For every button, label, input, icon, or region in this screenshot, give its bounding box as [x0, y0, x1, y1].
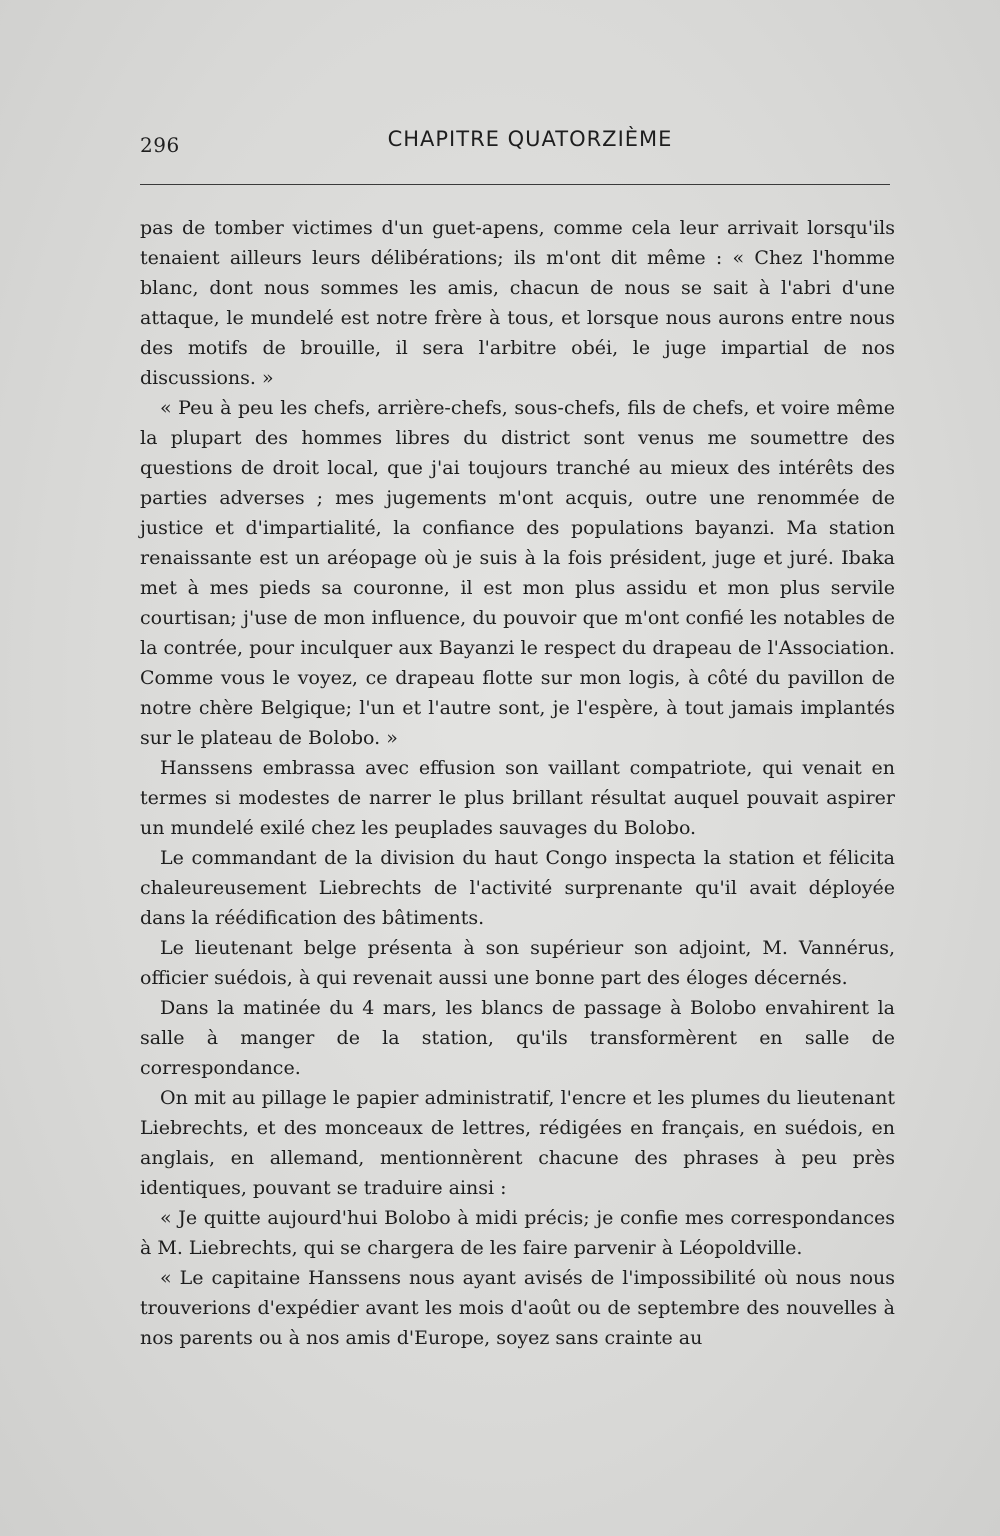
- paragraph: Le lieutenant belge présenta à son supérieur son adjoint, M. Vannérus, officier suédois, à qui revenait aussi une bonne part des éloges décernés.: [140, 937, 895, 989]
- paragraph: Dans la matinée du 4 mars, les blancs de passage à Bolobo envahirent la salle à manger de la station, qu'ils transformèrent en salle de correspondance.: [140, 997, 895, 1079]
- paragraph: Le commandant de la division du haut Congo inspecta la station et félicita chaleureusement Liebrechts de l'activité surprenante qu'il avait déployée dans la réédification des bâtiments.: [140, 847, 895, 929]
- header-rule: [140, 184, 890, 185]
- paragraph: « Le capitaine Hanssens nous ayant avisés de l'impossibilité où nous nous trouverions d'expédier avant les mois d'août ou de septembre des nouvelles à nos parents ou à nos amis d'Europe, soyez sans crainte au: [140, 1267, 895, 1349]
- paragraph-continued: pas de tomber victimes d'un guet-apens, comme cela leur arrivait lorsqu'ils tenaient ailleurs leurs délibérations; ils m'ont dit même : « Chez l'homme blanc, dont nous sommes les amis, chacun de nous se sait à l'abri d'une attaque, le mundelé est notre frère à tous, et lorsque nous aurons entre nous des motifs de brouille, il sera l'arbitre obéi, le juge impartial de nos discussions. »: [140, 217, 895, 389]
- page-number: 296: [140, 133, 180, 157]
- page-header: [140, 127, 890, 161]
- paragraph: « Je quitte aujourd'hui Bolobo à midi précis; je confie mes correspondances à M. Liebrechts, qui se chargera de les faire parvenir à Léopoldville.: [140, 1207, 895, 1259]
- paragraph: « Peu à peu les chefs, arrière-chefs, sous-chefs, fils de chefs, et voire même la plupart des hommes libres du district sont venus me soumettre des questions de droit local, que j'ai toujours tranché au mieux des intérêts des parties adverses ; mes jugements m'ont acquis, outre une renommée de justice et d'impartialité, la confiance des populations bayanzi. Ma station renaissante est un aréopage où je suis à la fois président, juge et juré. Ibaka met à mes pieds sa couronne, il est mon plus assidu et mon plus servile courtisan; j'use de mon influence, du pouvoir que m'ont confié les notables de la contrée, pour inculquer aux Bayanzi le respect du drapeau de l'Association. Comme vous le voyez, ce drapeau flotte sur mon logis, à côté du pavillon de notre chère Belgique; l'un et l'autre sont, je l'espère, à tout jamais implantés sur le plateau de Bolobo. »: [140, 397, 895, 749]
- body-text: [140, 213, 895, 1353]
- running-head: CHAPITRE QUATORZIÈME: [387, 127, 673, 151]
- paragraph: Hanssens embrassa avec effusion son vaillant compatriote, qui venait en termes si modestes de narrer le plus brillant résultat auquel pouvait aspirer un mundelé exilé chez les peuplades sauvages du Bolobo.: [140, 757, 895, 839]
- paragraph: On mit au pillage le papier administratif, l'encre et les plumes du lieutenant Liebrechts, et des monceaux de lettres, rédigées en français, en suédois, en anglais, en allemand, mentionnèrent chacune des phrases à peu près identiques, pouvant se traduire ainsi :: [140, 1087, 895, 1199]
